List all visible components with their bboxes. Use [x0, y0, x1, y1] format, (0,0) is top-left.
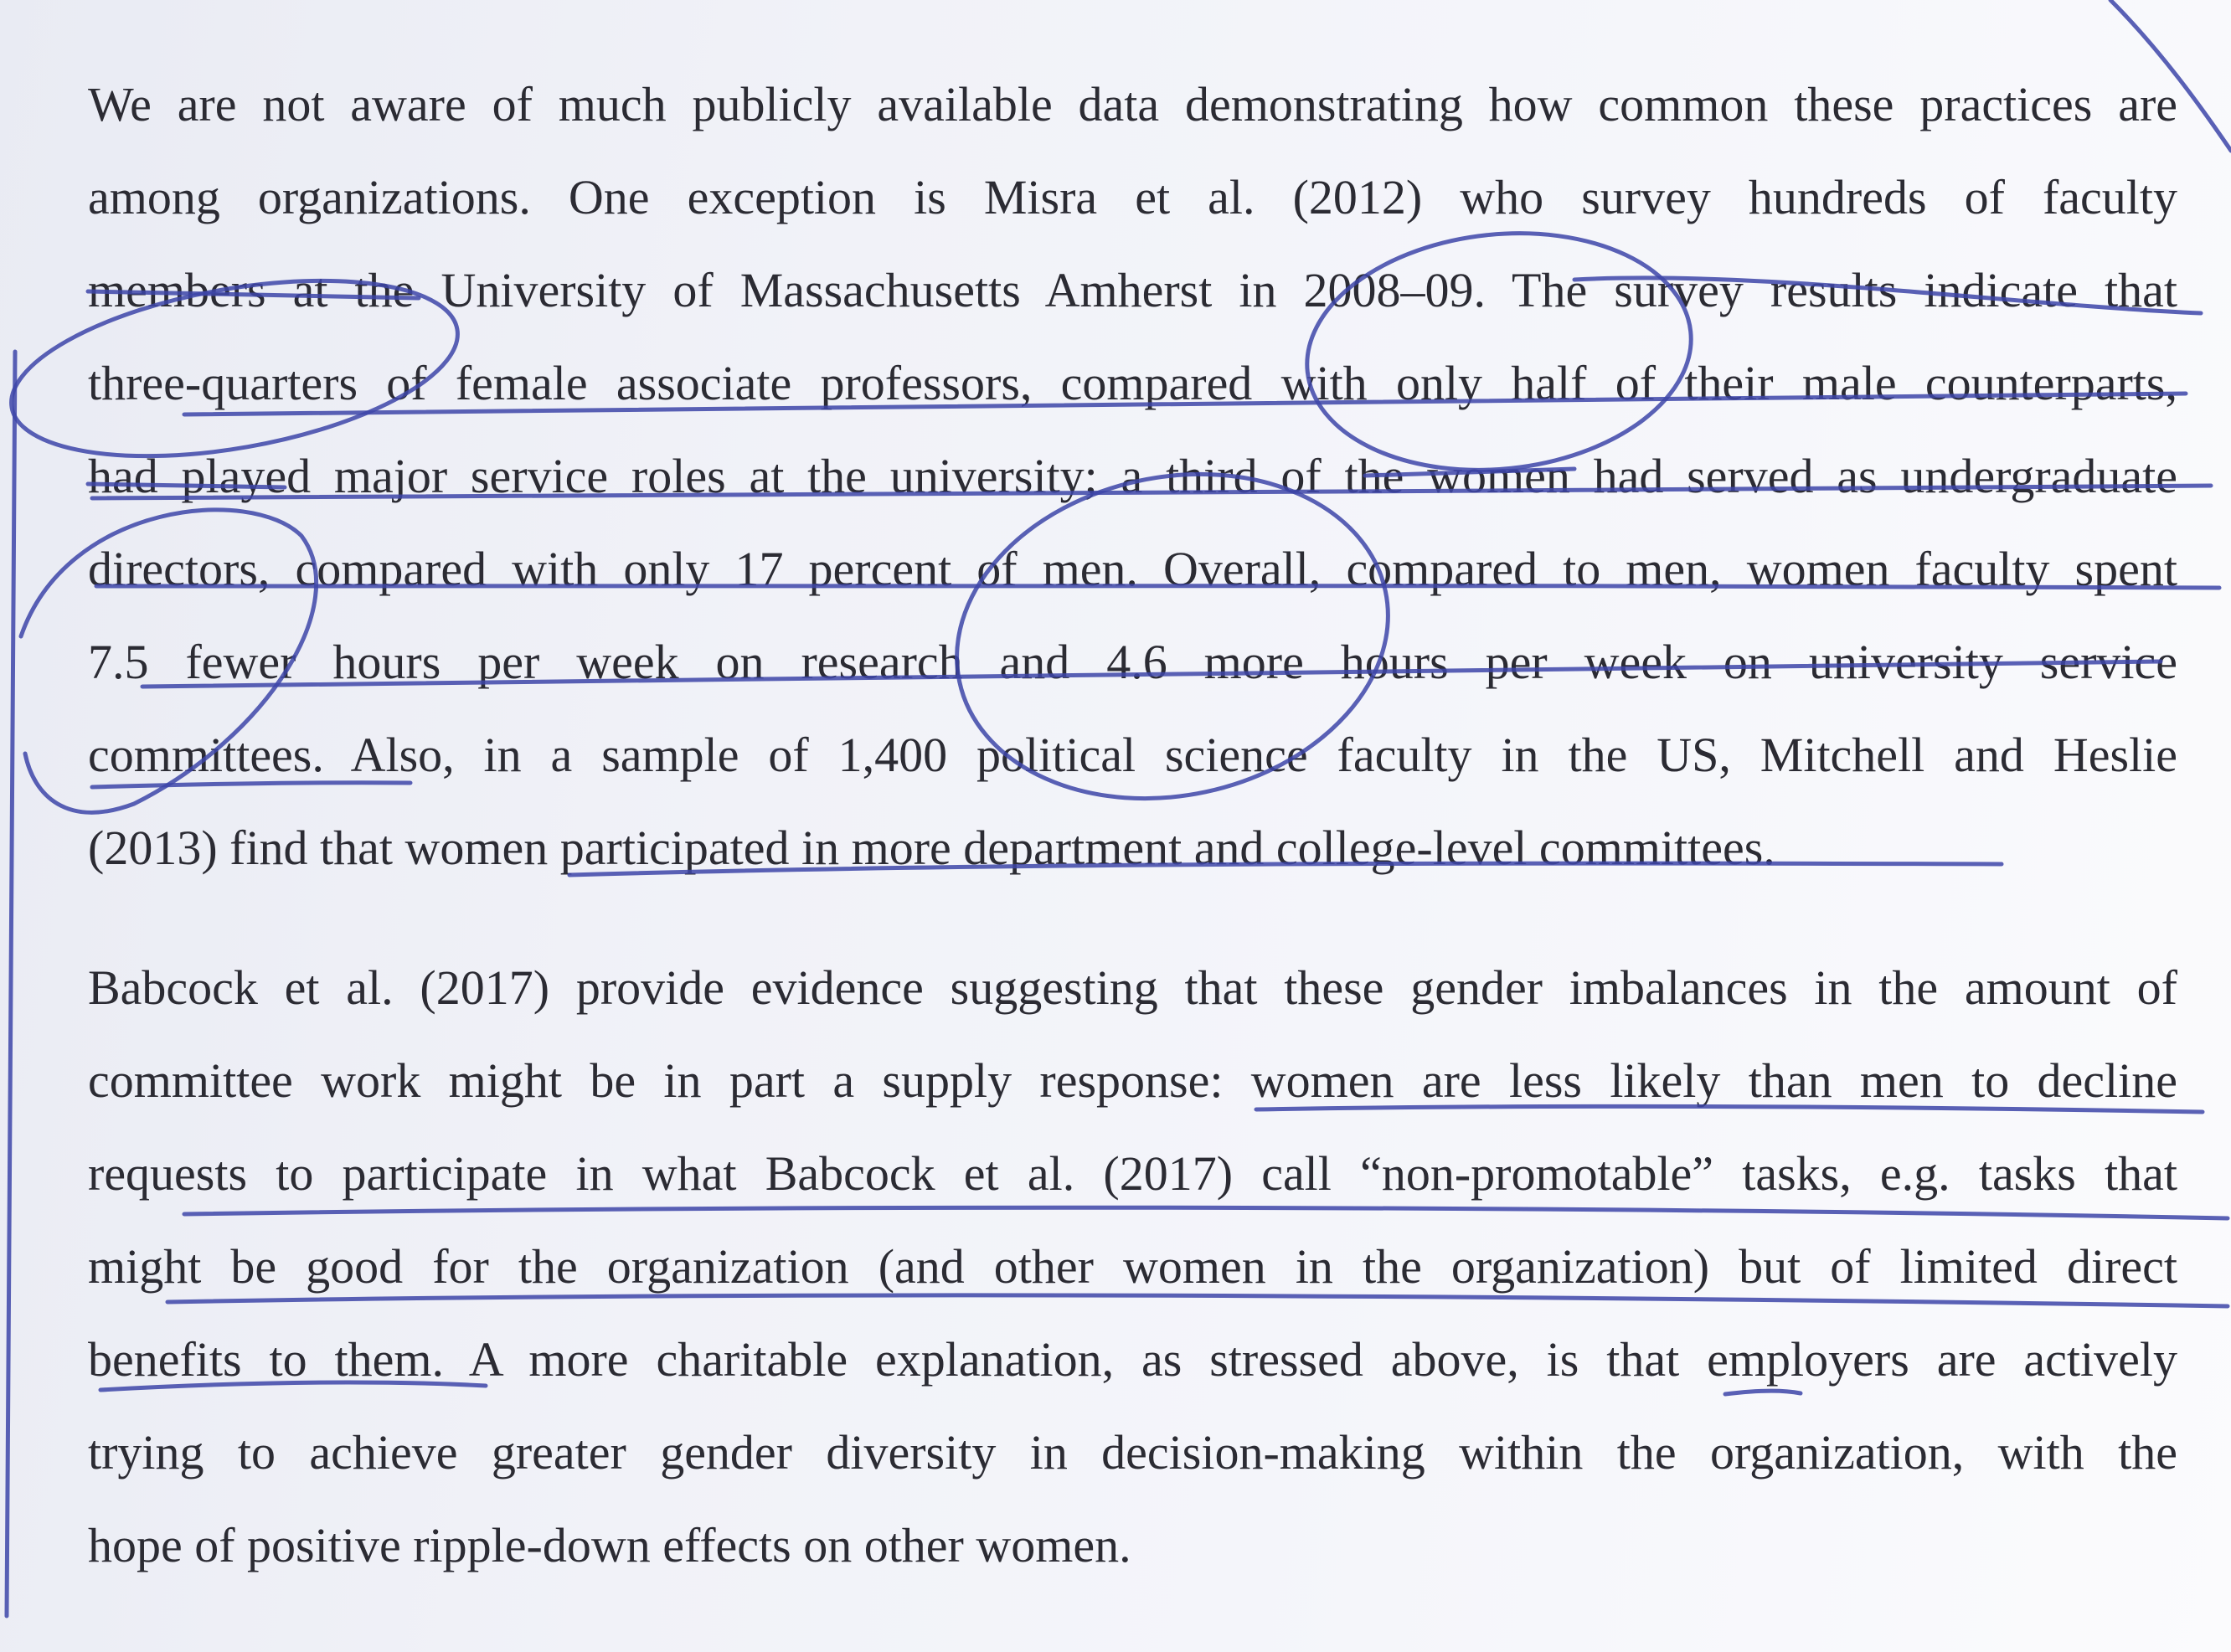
text-line: 7.5 fewer hours per week on research and 4.6 more hours per week on university service: [88, 635, 2177, 689]
text-line: committees. Also, in a sample of 1,400 political science faculty in the US, Mitchell and Heslie: [88, 728, 2177, 782]
text-line: might be good for the organization (and other women in the organization) but of limited direct: [88, 1239, 2177, 1294]
text-line: directors, compared with only 17 percent of men. Overall, compared to men, women faculty spent: [88, 542, 2177, 596]
paragraph-1: [88, 75, 2177, 904]
text-line: trying to achieve greater gender diversity in decision-making within the organization, with the: [88, 1425, 2177, 1480]
paragraph-2: [88, 959, 2177, 1595]
text-line: committee work might be in part a supply response: women are less likely than men to decline: [88, 1053, 2177, 1108]
text-line: had played major service roles at the university; a third of the women had served as undergraduate: [88, 449, 2177, 503]
text-line: among organizations. One exception is Misra et al. (2012) who survey hundreds of faculty: [88, 170, 2177, 224]
text-line: hope of positive ripple-down effects on other women.: [88, 1518, 1131, 1572]
text-line: (2013) find that women participated in more department and college-level committees.: [88, 821, 1775, 875]
text-line: members at the University of Massachusetts Amherst in 2008–09. The survey results indicate that: [88, 263, 2177, 317]
margin-line-left: [7, 352, 15, 1616]
text-line: Babcock et al. (2017) provide evidence suggesting that these gender imbalances in the amount of: [88, 960, 2177, 1015]
text-line: We are not aware of much publicly available data demonstrating how common these practices are: [88, 77, 2177, 131]
text-line: requests to participate in what Babcock et al. (2017) call “non-promotable” tasks, e.g. tasks that: [88, 1146, 2177, 1201]
text-line: three-quarters of female associate professors, compared with only half of their male counterparts,: [88, 356, 2177, 410]
text-line: benefits to them. A more charitable explanation, as stressed above, is that employers are actively: [88, 1332, 2177, 1387]
